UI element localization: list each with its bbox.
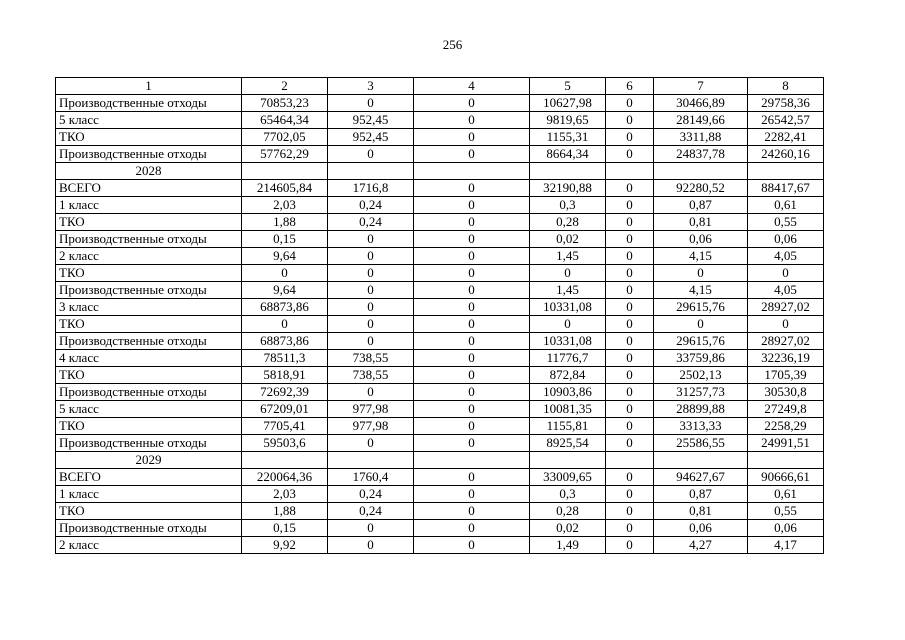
header-row	[56, 78, 824, 95]
value-cell: 0	[606, 316, 654, 333]
column-header-1: 1	[56, 78, 242, 95]
value-cell: 30466,89	[654, 95, 748, 112]
row-label-cell: Производственные отходы	[56, 231, 242, 248]
value-cell: 738,55	[328, 350, 414, 367]
value-cell: 0,87	[654, 197, 748, 214]
value-cell: 0	[414, 265, 530, 282]
value-cell: 0	[414, 231, 530, 248]
table-row	[56, 146, 824, 163]
value-cell: 0	[414, 350, 530, 367]
value-cell: 0,61	[748, 197, 824, 214]
value-cell: 0	[414, 503, 530, 520]
value-cell: 0	[328, 520, 414, 537]
value-cell: 0	[328, 282, 414, 299]
value-cell: 2,03	[242, 197, 328, 214]
value-cell	[414, 452, 530, 469]
value-cell: 0	[606, 401, 654, 418]
value-cell: 7702,05	[242, 129, 328, 146]
value-cell: 0	[606, 469, 654, 486]
row-label-cell: 5 класс	[56, 112, 242, 129]
value-cell: 0	[414, 95, 530, 112]
value-cell: 90666,61	[748, 469, 824, 486]
value-cell: 0	[414, 299, 530, 316]
value-cell: 0	[748, 265, 824, 282]
value-cell: 0	[606, 350, 654, 367]
row-label-cell: ТКО	[56, 503, 242, 520]
value-cell: 0	[414, 146, 530, 163]
value-cell	[242, 452, 328, 469]
value-cell: 67209,01	[242, 401, 328, 418]
value-cell: 0	[606, 333, 654, 350]
value-cell: 977,98	[328, 401, 414, 418]
value-cell: 0	[414, 486, 530, 503]
row-label-cell: 2 класс	[56, 537, 242, 554]
value-cell: 92280,52	[654, 180, 748, 197]
value-cell: 31257,73	[654, 384, 748, 401]
value-cell: 24837,78	[654, 146, 748, 163]
table-row	[56, 469, 824, 486]
table-row	[56, 418, 824, 435]
value-cell: 0	[328, 265, 414, 282]
value-cell: 10081,35	[530, 401, 606, 418]
value-cell: 57762,29	[242, 146, 328, 163]
value-cell: 0	[414, 112, 530, 129]
year-row	[56, 163, 824, 180]
value-cell: 0	[606, 435, 654, 452]
table-header	[56, 78, 824, 95]
row-label-cell: Производственные отходы	[56, 520, 242, 537]
value-cell: 0	[606, 180, 654, 197]
table-row	[56, 520, 824, 537]
value-cell: 0,24	[328, 486, 414, 503]
value-cell: 11776,7	[530, 350, 606, 367]
value-cell: 0	[414, 418, 530, 435]
value-cell: 0	[606, 95, 654, 112]
value-cell: 9,64	[242, 282, 328, 299]
value-cell: 0	[414, 180, 530, 197]
value-cell: 2502,13	[654, 367, 748, 384]
table-row	[56, 384, 824, 401]
value-cell: 0,55	[748, 503, 824, 520]
value-cell: 8925,54	[530, 435, 606, 452]
value-cell: 0,02	[530, 520, 606, 537]
value-cell	[530, 163, 606, 180]
value-cell: 0,06	[654, 520, 748, 537]
value-cell: 0	[606, 197, 654, 214]
value-cell: 0	[654, 265, 748, 282]
value-cell: 1,45	[530, 282, 606, 299]
table-body	[56, 95, 824, 554]
table-row	[56, 95, 824, 112]
row-label-cell: ВСЕГО	[56, 469, 242, 486]
value-cell: 0	[328, 248, 414, 265]
value-cell: 0	[606, 112, 654, 129]
row-label-cell: Производственные отходы	[56, 282, 242, 299]
value-cell	[748, 163, 824, 180]
row-label-cell: ТКО	[56, 418, 242, 435]
value-cell: 0	[414, 384, 530, 401]
year-label-cell: 2028	[56, 163, 242, 180]
value-cell: 0,15	[242, 231, 328, 248]
value-cell: 78511,3	[242, 350, 328, 367]
year-label-cell: 2029	[56, 452, 242, 469]
value-cell: 10627,98	[530, 95, 606, 112]
value-cell: 2,03	[242, 486, 328, 503]
value-cell: 0	[414, 367, 530, 384]
value-cell: 0	[414, 214, 530, 231]
value-cell: 2282,41	[748, 129, 824, 146]
value-cell: 952,45	[328, 112, 414, 129]
table-row	[56, 401, 824, 418]
column-header-5: 5	[530, 78, 606, 95]
value-cell	[654, 163, 748, 180]
row-label-cell: 2 класс	[56, 248, 242, 265]
value-cell: 65464,34	[242, 112, 328, 129]
value-cell: 977,98	[328, 418, 414, 435]
row-label-cell: 3 класс	[56, 299, 242, 316]
value-cell: 0,02	[530, 231, 606, 248]
column-header-8: 8	[748, 78, 824, 95]
value-cell: 27249,8	[748, 401, 824, 418]
table-row	[56, 435, 824, 452]
value-cell: 0,28	[530, 503, 606, 520]
value-cell: 10903,86	[530, 384, 606, 401]
row-label-cell: ТКО	[56, 367, 242, 384]
value-cell	[530, 452, 606, 469]
value-cell: 2258,29	[748, 418, 824, 435]
value-cell: 0,55	[748, 214, 824, 231]
table-row	[56, 486, 824, 503]
value-cell: 33009,65	[530, 469, 606, 486]
value-cell: 1155,81	[530, 418, 606, 435]
row-label-cell: Производственные отходы	[56, 146, 242, 163]
value-cell: 0	[328, 299, 414, 316]
value-cell: 25586,55	[654, 435, 748, 452]
value-cell: 24260,16	[748, 146, 824, 163]
value-cell: 1,45	[530, 248, 606, 265]
value-cell: 214605,84	[242, 180, 328, 197]
value-cell: 4,05	[748, 282, 824, 299]
value-cell: 32236,19	[748, 350, 824, 367]
value-cell: 952,45	[328, 129, 414, 146]
value-cell: 0	[414, 282, 530, 299]
value-cell	[328, 163, 414, 180]
value-cell: 0	[606, 248, 654, 265]
value-cell: 29615,76	[654, 299, 748, 316]
value-cell: 0	[748, 316, 824, 333]
value-cell: 70853,23	[242, 95, 328, 112]
value-cell: 9,64	[242, 248, 328, 265]
value-cell: 0	[530, 316, 606, 333]
value-cell: 0	[606, 503, 654, 520]
row-label-cell: Производственные отходы	[56, 333, 242, 350]
page-number: 256	[442, 37, 463, 52]
value-cell: 0,81	[654, 214, 748, 231]
value-cell: 0	[328, 537, 414, 554]
value-cell: 1705,39	[748, 367, 824, 384]
value-cell: 0	[328, 231, 414, 248]
value-cell: 24991,51	[748, 435, 824, 452]
table-row	[56, 367, 824, 384]
column-header-7: 7	[654, 78, 748, 95]
value-cell: 9819,65	[530, 112, 606, 129]
value-cell: 3313,33	[654, 418, 748, 435]
value-cell: 88417,67	[748, 180, 824, 197]
value-cell: 0,24	[328, 197, 414, 214]
value-cell: 30530,8	[748, 384, 824, 401]
value-cell: 1155,31	[530, 129, 606, 146]
value-cell: 0,15	[242, 520, 328, 537]
value-cell: 0	[414, 248, 530, 265]
value-cell: 0,3	[530, 486, 606, 503]
table-row	[56, 299, 824, 316]
value-cell: 0	[414, 435, 530, 452]
value-cell: 0	[328, 384, 414, 401]
value-cell: 0	[414, 333, 530, 350]
value-cell: 10331,08	[530, 333, 606, 350]
value-cell: 1,49	[530, 537, 606, 554]
value-cell: 10331,08	[530, 299, 606, 316]
table-row	[56, 248, 824, 265]
value-cell: 5818,91	[242, 367, 328, 384]
waste-data-table	[55, 77, 824, 554]
value-cell	[606, 163, 654, 180]
table-row	[56, 129, 824, 146]
column-header-3: 3	[328, 78, 414, 95]
row-label-cell: 4 класс	[56, 350, 242, 367]
value-cell: 0	[328, 95, 414, 112]
value-cell: 28927,02	[748, 333, 824, 350]
value-cell	[242, 163, 328, 180]
value-cell: 0	[414, 129, 530, 146]
table-row	[56, 282, 824, 299]
year-row	[56, 452, 824, 469]
table-row	[56, 197, 824, 214]
row-label-cell: ТКО	[56, 129, 242, 146]
value-cell: 0,06	[654, 231, 748, 248]
value-cell: 0	[606, 367, 654, 384]
value-cell: 29615,76	[654, 333, 748, 350]
value-cell: 4,15	[654, 248, 748, 265]
value-cell: 28927,02	[748, 299, 824, 316]
value-cell: 0,87	[654, 486, 748, 503]
column-header-2: 2	[242, 78, 328, 95]
row-label-cell: Производственные отходы	[56, 384, 242, 401]
value-cell: 0	[242, 316, 328, 333]
value-cell: 0	[414, 469, 530, 486]
value-cell: 1,88	[242, 503, 328, 520]
value-cell: 0	[606, 384, 654, 401]
value-cell: 4,15	[654, 282, 748, 299]
value-cell: 8664,34	[530, 146, 606, 163]
row-label-cell: 1 класс	[56, 486, 242, 503]
value-cell: 0	[414, 316, 530, 333]
value-cell: 0	[606, 214, 654, 231]
value-cell: 0,24	[328, 503, 414, 520]
value-cell: 28149,66	[654, 112, 748, 129]
value-cell: 0,24	[328, 214, 414, 231]
value-cell	[748, 452, 824, 469]
value-cell: 0	[414, 197, 530, 214]
row-label-cell: ТКО	[56, 214, 242, 231]
value-cell: 0	[414, 401, 530, 418]
value-cell: 0	[606, 486, 654, 503]
value-cell	[654, 452, 748, 469]
row-label-cell: 5 класс	[56, 401, 242, 418]
value-cell: 220064,36	[242, 469, 328, 486]
value-cell: 0	[328, 146, 414, 163]
table-row	[56, 231, 824, 248]
table-row	[56, 537, 824, 554]
value-cell: 0,81	[654, 503, 748, 520]
value-cell: 68873,86	[242, 333, 328, 350]
value-cell: 0	[606, 537, 654, 554]
value-cell: 0	[414, 520, 530, 537]
value-cell: 7705,41	[242, 418, 328, 435]
row-label-cell: ТКО	[56, 265, 242, 282]
value-cell: 1716,8	[328, 180, 414, 197]
value-cell: 68873,86	[242, 299, 328, 316]
value-cell: 28899,88	[654, 401, 748, 418]
value-cell	[328, 452, 414, 469]
value-cell: 872,84	[530, 367, 606, 384]
value-cell: 0	[530, 265, 606, 282]
table-row	[56, 503, 824, 520]
value-cell	[414, 163, 530, 180]
value-cell: 0	[414, 537, 530, 554]
table-row	[56, 350, 824, 367]
table-row	[56, 265, 824, 282]
value-cell: 29758,36	[748, 95, 824, 112]
table-row	[56, 333, 824, 350]
value-cell: 0,06	[748, 231, 824, 248]
value-cell: 0	[328, 333, 414, 350]
value-cell: 0	[606, 418, 654, 435]
value-cell: 0	[328, 435, 414, 452]
row-label-cell: ТКО	[56, 316, 242, 333]
value-cell: 9,92	[242, 537, 328, 554]
value-cell: 0	[606, 231, 654, 248]
value-cell: 0,3	[530, 197, 606, 214]
table-row	[56, 180, 824, 197]
value-cell: 738,55	[328, 367, 414, 384]
row-label-cell: Производственные отходы	[56, 435, 242, 452]
value-cell: 4,05	[748, 248, 824, 265]
row-label-cell: ВСЕГО	[56, 180, 242, 197]
value-cell: 33759,86	[654, 350, 748, 367]
value-cell: 94627,67	[654, 469, 748, 486]
value-cell: 0	[606, 146, 654, 163]
value-cell: 0,28	[530, 214, 606, 231]
value-cell: 0	[654, 316, 748, 333]
value-cell: 0	[606, 129, 654, 146]
row-label-cell: Производственные отходы	[56, 95, 242, 112]
column-header-4: 4	[414, 78, 530, 95]
table-row	[56, 214, 824, 231]
value-cell	[606, 452, 654, 469]
value-cell: 0	[606, 282, 654, 299]
value-cell: 0	[606, 520, 654, 537]
row-label-cell: 1 класс	[56, 197, 242, 214]
value-cell: 0	[606, 299, 654, 316]
value-cell: 0	[606, 265, 654, 282]
value-cell: 1760,4	[328, 469, 414, 486]
value-cell: 4,27	[654, 537, 748, 554]
table-row	[56, 112, 824, 129]
table-row	[56, 316, 824, 333]
value-cell: 32190,88	[530, 180, 606, 197]
value-cell: 3311,88	[654, 129, 748, 146]
value-cell: 0,61	[748, 486, 824, 503]
value-cell: 1,88	[242, 214, 328, 231]
column-header-6: 6	[606, 78, 654, 95]
value-cell: 26542,57	[748, 112, 824, 129]
value-cell: 4,17	[748, 537, 824, 554]
value-cell: 0,06	[748, 520, 824, 537]
value-cell: 0	[328, 316, 414, 333]
value-cell: 0	[242, 265, 328, 282]
value-cell: 72692,39	[242, 384, 328, 401]
value-cell: 59503,6	[242, 435, 328, 452]
